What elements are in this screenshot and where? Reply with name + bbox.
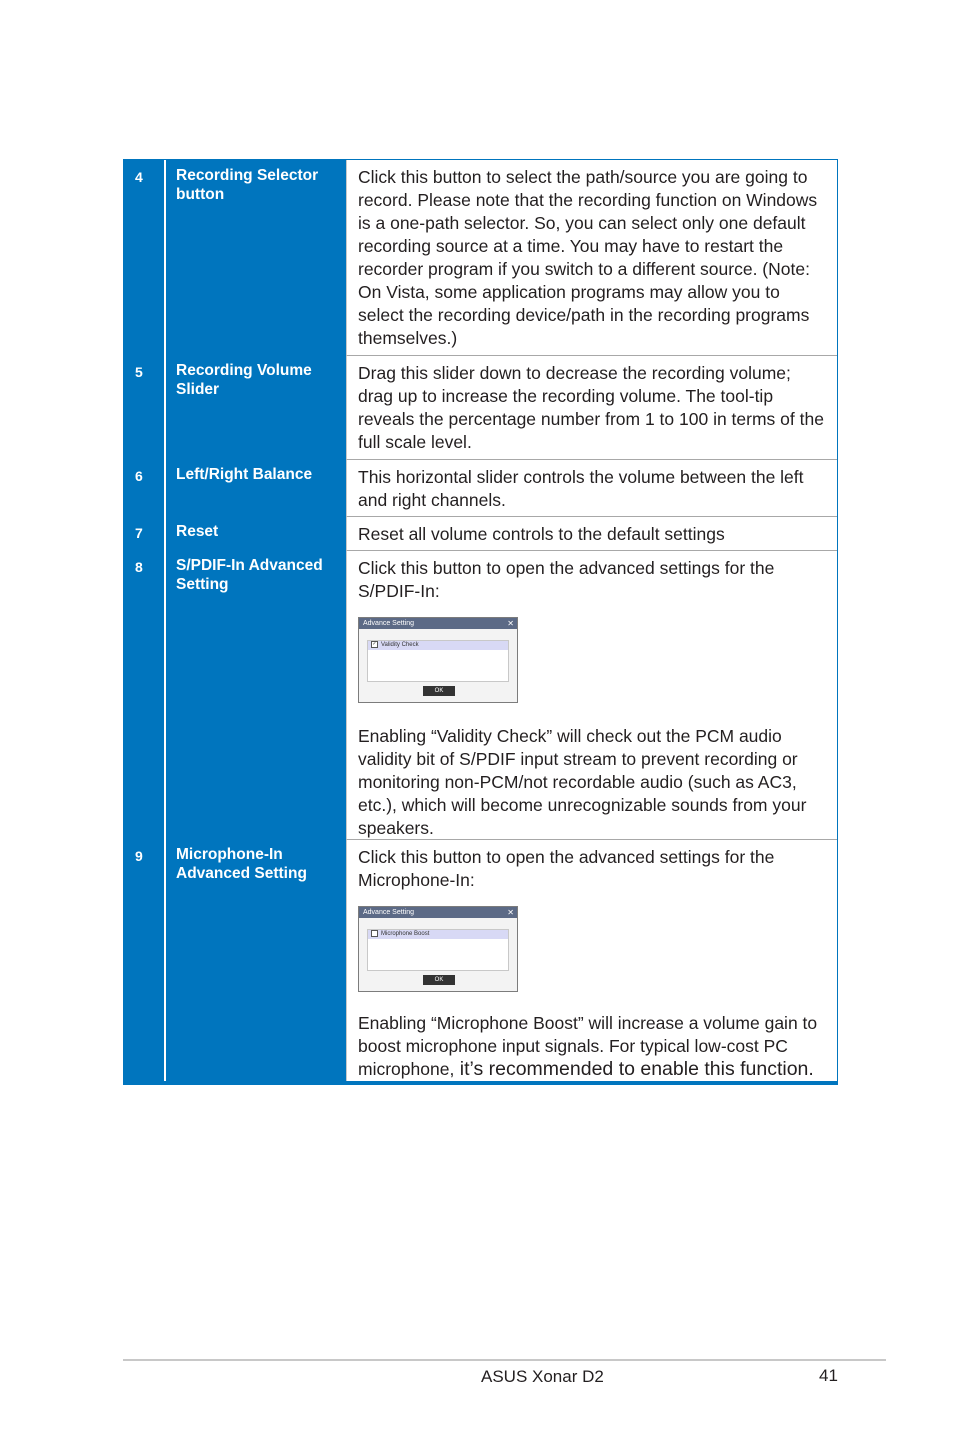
checkbox-checked-icon: ✓ [372, 641, 377, 647]
row-description-detail [358, 1012, 829, 1081]
row-description: Click this button to select the path/source you are going to record. Please note that the recording function on Windows is a one-path selector. So, you can select only one default recording source at a time. You may have to restart the recorder program if you switch to a different source. (Note: On Vista, some application programs may allow you to select the recording device/path in the recording programs themselves.) [346, 160, 837, 355]
page-number: 41 [819, 1366, 838, 1385]
footer-title: ASUS Xonar D2 [481, 1367, 604, 1386]
row-label: Recording Volume Slider [176, 362, 312, 398]
row-number: 4 [124, 160, 166, 355]
detail-text-b: it’s recommended to enable this function. [454, 1058, 814, 1080]
detail-text-a: Enabling “Microphone Boost” will increase a volume gain to boost microphone input signals. For typical low-cost PC microphone, [358, 1013, 818, 1079]
footer-divider [123, 1359, 886, 1361]
validity-check-label: Validity Check [381, 642, 419, 649]
dialog-title: Advance Setting [363, 620, 414, 627]
advance-setting-screenshot [358, 906, 518, 992]
row-number: 5 [124, 355, 166, 459]
table-row [124, 355, 837, 459]
row-description-detail: Enabling “Validity Check” will check out the PCM audio validity bit of S/PDIF input stream to prevent recording or monitoring non-PCM/not recordable audio (such as AC3, etc.), which will become unrecognizable sounds from your speakers. [358, 726, 807, 838]
table-row [124, 160, 837, 355]
dialog-body [367, 640, 509, 682]
row-description: This horizontal slider controls the volume between the left and right channels. [346, 459, 837, 516]
row-number: 9 [124, 839, 166, 1081]
microphone-boost-option [368, 930, 508, 939]
dialog-ok-button: OK [423, 975, 455, 985]
table-row [124, 839, 837, 1081]
dialog-title-bar [359, 907, 517, 918]
table-row [124, 550, 837, 839]
dialog-body [367, 929, 509, 971]
row-description [346, 550, 837, 839]
table-row [124, 459, 837, 516]
dialog-ok-button: OK [423, 686, 455, 696]
validity-check-option [368, 641, 508, 650]
row-description: Reset all volume controls to the default settings [346, 516, 837, 550]
close-icon: ✕ [507, 619, 514, 628]
table-row [124, 516, 837, 550]
row-label: Microphone-In Advanced Setting [176, 846, 307, 882]
row-description-intro: Click this button to open the advanced settings for the Microphone-In: [358, 847, 775, 890]
dialog-title: Advance Setting [363, 909, 414, 916]
settings-table [123, 159, 838, 1085]
row-description: Drag this slider down to decrease the recording volume; drag up to increase the recording volume. The tool-tip reveals the percentage number from 1 to 100 in terms of the full scale level. [346, 355, 837, 459]
dialog-title-bar [359, 618, 517, 629]
row-number: 6 [124, 459, 166, 516]
row-number: 7 [124, 516, 166, 550]
row-description-intro: Click this button to open the advanced settings for the S/PDIF-In: [358, 558, 775, 601]
row-label: Left/Right Balance [176, 466, 313, 483]
advance-setting-screenshot [358, 617, 518, 703]
row-description [346, 839, 837, 1081]
row-label: Recording Selector button [176, 167, 319, 203]
row-number: 8 [124, 550, 166, 839]
row-label: Reset [176, 523, 219, 540]
row-label: S/PDIF-In Advanced Setting [176, 557, 323, 593]
checkbox-unchecked-icon [371, 930, 378, 937]
close-icon: ✕ [507, 908, 514, 917]
microphone-boost-label: Microphone Boost [381, 931, 430, 938]
